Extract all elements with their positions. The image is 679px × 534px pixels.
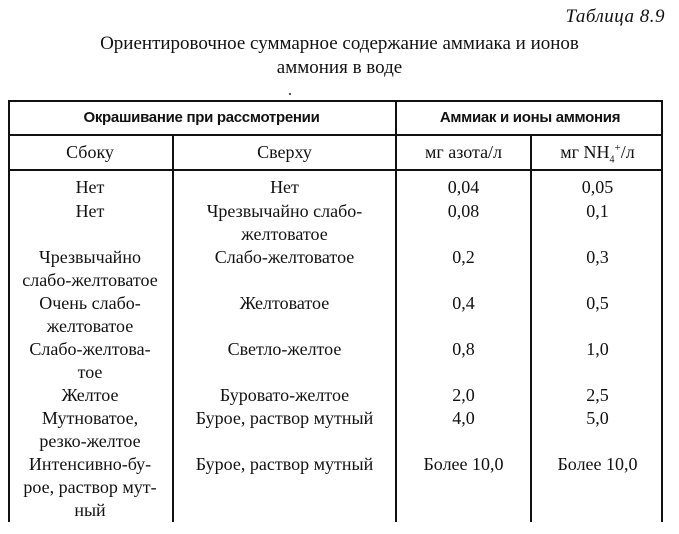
table-cell-top [174, 384, 395, 407]
cell-line: Мутноватое, [41, 408, 139, 428]
cell-line: Более 10,0 [423, 454, 504, 474]
cell-line: Светло-желтое [227, 339, 342, 359]
table-cell-top [174, 176, 395, 199]
cell-line: Нет [75, 201, 105, 221]
header-divider [8, 134, 663, 136]
header-mg-nh4-subscript: 4 [609, 154, 615, 166]
cell-line: 0,5 [586, 293, 609, 313]
cell-line: 0,05 [581, 177, 614, 197]
table-cell-top [174, 407, 395, 430]
cell-line: Слабо-желтоватое [214, 247, 355, 267]
table-cell-side [8, 200, 172, 223]
table-caption-line-1: Ориентировочное суммарное содержание аммиака и ионов [100, 33, 579, 54]
table-cell-nh4 [532, 453, 663, 476]
cell-line: 2,5 [586, 385, 609, 405]
cell-line: Более 10,0 [557, 454, 638, 474]
header-observation: Окрашивание при рассмотрении [83, 109, 320, 126]
ammonia-table [8, 100, 665, 522]
cell-line: Буровато-желтое [219, 385, 350, 405]
cell-line: слабо-желтоватое [22, 270, 158, 290]
header-ammonia: Аммиак и ионы аммония [439, 109, 621, 126]
cell-line: Бурое, раствор мутный [195, 454, 374, 474]
table-cell-n [397, 176, 530, 199]
table-cell-n [397, 384, 530, 407]
cell-line: Бурое, раствор мутный [195, 408, 374, 428]
header-side: Сбоку [66, 142, 114, 162]
table-cell-top [174, 338, 395, 361]
header-mg-nitrogen: мг азота/л [424, 142, 503, 162]
cell-line: 0,2 [452, 247, 475, 267]
table-cell-n [397, 200, 530, 223]
cell-line: 0,1 [586, 201, 609, 221]
table-cell-side [8, 453, 172, 522]
stray-dot [289, 93, 291, 95]
table-cell-top [174, 246, 395, 269]
table-cell-nh4 [532, 338, 663, 361]
cell-line: 0,4 [452, 293, 475, 313]
table-cell-side [8, 292, 172, 338]
header-mg-nh4-superscript: + [614, 142, 621, 154]
header-mg-nh4 [532, 141, 663, 164]
cell-line: Слабо-желтова- [29, 339, 151, 359]
table-cell-nh4 [532, 407, 663, 430]
cell-line: ный [74, 500, 106, 520]
table-cell-nh4 [532, 384, 663, 407]
cell-line: 1,0 [586, 339, 609, 359]
cell-line: резко-желтое [39, 431, 141, 451]
cell-line: Желтое [61, 385, 119, 405]
header-mg-nh4-prefix: мг NH [560, 142, 610, 162]
cell-line: желтоватое [241, 224, 328, 244]
table-cell-side [8, 407, 172, 453]
table-cell-n [397, 453, 530, 476]
table-cell-top [174, 200, 395, 246]
table-cell-n [397, 292, 530, 315]
cell-line: 5,0 [586, 408, 609, 428]
table-caption-line-2: аммония в воде [276, 57, 403, 78]
cell-line: Интенсивно-бу- [28, 454, 152, 474]
cell-line: 4,0 [452, 408, 475, 428]
cell-line: желтоватое [46, 316, 134, 336]
table-cell-n [397, 338, 530, 361]
cell-line: Желтоватое [239, 293, 330, 313]
cell-line: 2,0 [452, 385, 475, 405]
cell-line: Чрезвычайно слабо- [206, 201, 363, 221]
table-cell-side [8, 176, 172, 199]
cell-line: рое, раствор мут- [23, 477, 157, 497]
table-number-label: Таблица 8.9 [565, 6, 665, 27]
table-cell-side [8, 246, 172, 292]
cell-line: 0,08 [447, 201, 480, 221]
cell-line: тое [77, 362, 103, 382]
table-cell-nh4 [532, 292, 663, 315]
table-cell-n [397, 407, 530, 430]
table-cell-top [174, 453, 395, 476]
cell-line: Чрезвычайно [39, 247, 141, 267]
header-top: Сверху [257, 142, 312, 162]
cell-line: 0,8 [452, 339, 475, 359]
table-cell-side [8, 384, 172, 407]
table-cell-nh4 [532, 246, 663, 269]
cell-line: 0,3 [586, 247, 609, 267]
subheader-divider [8, 169, 663, 171]
table-cell-nh4 [532, 176, 663, 199]
table-cell-side [8, 338, 172, 384]
cell-line: Нет [75, 177, 105, 197]
cell-line: Очень слабо- [39, 293, 141, 313]
table-cell-n [397, 246, 530, 269]
cell-line: 0,04 [447, 177, 480, 197]
table-cell-top [174, 292, 395, 315]
cell-line: Нет [270, 177, 299, 197]
table-cell-nh4 [532, 200, 663, 223]
header-mg-nh4-suffix: /л [620, 142, 635, 162]
